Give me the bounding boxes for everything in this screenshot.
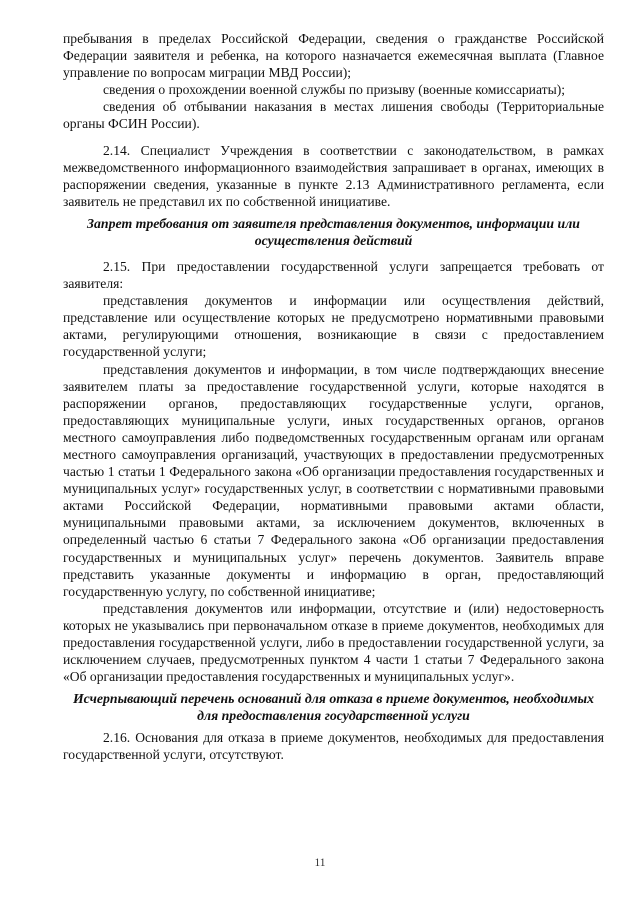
page-number: 11 xyxy=(314,857,326,869)
section-heading-prohibition: Запрет требования от заявителя представления документов, информации или осуществления действий xyxy=(87,215,580,248)
paragraph-2-15-a: представления документов и информации или осуществления действий, представление или осуществление которых не предусмотрено нормативными правовыми актами, регулирующими отношения, возникающие в связи с предоставлением государственной услуги; xyxy=(63,293,604,360)
paragraph-military-service: сведения о прохождении военной службы по призыву (военные комиссариаты); xyxy=(103,82,566,98)
paragraph-2-15-b: представления документов и информации, в том числе подтверждающих внесение заявителем платы за предоставление государственной услуги, которые находятся в распоряжении органов, предоставляющих государственные услуги, органов, предоставляющих муниципальные услуги, иных государственных органов, органов местного самоуправления либо подведомственных государственным органам или органам местного самоуправления организаций, участвующих в предоставлении предусмотренных частью 1 статьи 1 Федерального закона «Об организации предоставления государственных и муниципальных услуг» государственных услуг, в соответствии с нормативными правовыми актами Российской Федерации, нормативными правовыми актами области, муниципальными правовыми актами, за исключением документов, включенных в определенный частью 6 статьи 7 Федерального закона «Об организации предоставления государственных и муниципальных услуг» перечень документов. Заявитель вправе представить указанные документы и информацию в орган, предоставляющий государственную услугу, по собственной инициативе; xyxy=(63,361,604,599)
section-heading-refusal-grounds: Исчерпывающий перечень оснований для отказа в приеме документов, необходимых для предоставления государственной услуги xyxy=(72,691,595,724)
paragraph-2-15-intro: 2.15. При предоставлении государственной услуги запрещается требовать от заявителя: xyxy=(63,258,604,292)
paragraph-top-1: пребывания в пределах Российской Федерации, сведения о гражданстве Российской Федерации заявителя и ребенка, на которого назначается ежемесячная выплата (Главное управление по вопросам миграции МВД России); xyxy=(63,31,604,81)
paragraph-2-16: 2.16. Основания для отказа в приеме документов, необходимых для предоставления государственной услуги, отсутствуют. xyxy=(63,730,604,763)
paragraph-2-15-c: представления документов или информации, отсутствие и (или) недостоверность которых не указывались при первоначальном отказе в приеме документов, необходимых для предоставления государственной услуги, либо в предоставлении государственной услуги, за исключением случаев, предусмотренных пунктом 4 части 1 статьи 7 Федерального закона «Об организации предоставления государственных и муниципальных услуг». xyxy=(63,600,604,685)
paragraph-2-14: 2.14. Специалист Учреждения в соответствии с законодательством, в рамках межведомственного информационного взаимодействия запрашивает в органах, имеющих в распоряжении сведения, указанные в пункте 2.13 Административного регламента, если заявитель не представил их по собственной инициативе. xyxy=(63,142,604,209)
paragraph-prison: сведения об отбывании наказания в местах лишения свободы (Территориальные органы ФСИН России). xyxy=(63,99,604,132)
